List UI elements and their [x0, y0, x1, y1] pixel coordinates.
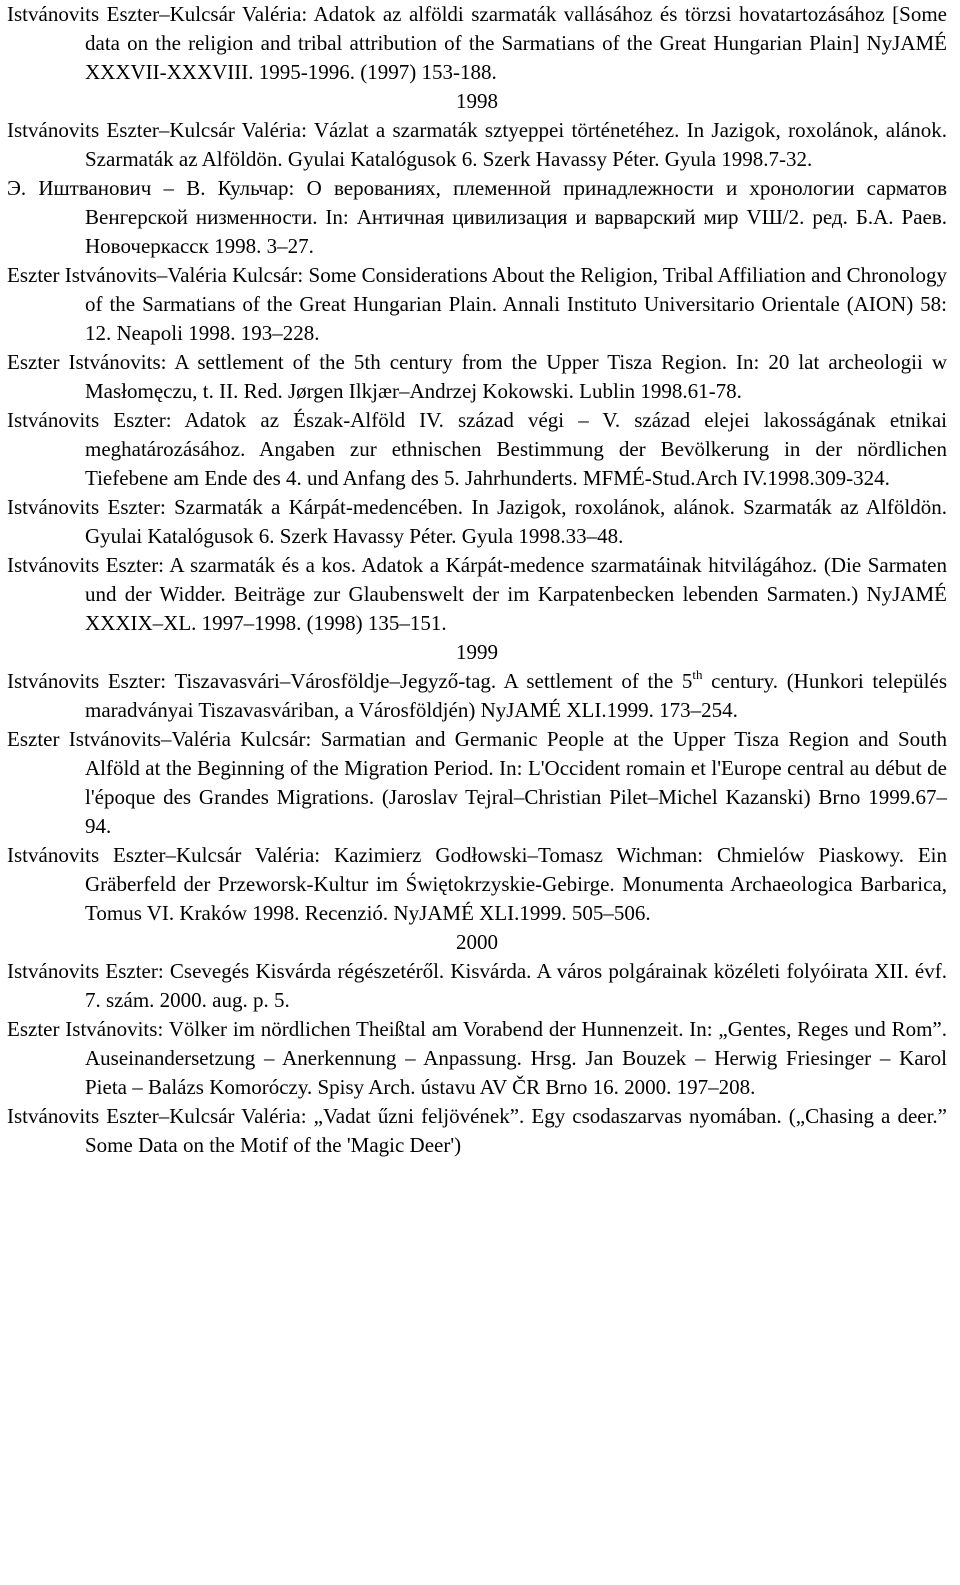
bib-entry-1998-3: Eszter Istvánovits–Valéria Kulcsár: Some Considerations About the Religion, Tribal Affiliation and Chronology of the Sarmatians of the Great Hungarian Plain. Annali Instituto Universitario Orientale (AION) 58: 12. Neapoli 1998. 193–228.	[7, 263, 947, 345]
bibliography-page	[7, 0, 947, 1160]
bib-entry-1998-7: Istvánovits Eszter: A szarmaták és a kos. Adatok a Kárpát-medence szarmatáinak hitvilágához. (Die Sarmaten und der Widder. Beiträge zur Glaubenswelt der im Karpatenbecken lebenden Sarmaten.) NyJAMÉ XXXIX–XL. 1997–1998. (1998) 135–151.	[7, 553, 947, 635]
bib-entry-1998-2: Э. Иштванович – В. Кульчар: О верованиях, племенной принадлежности и хронологии сарматов Венгерской низменности. In: Античная цивилизация и варварский мир VШ/2. ред. Б.А. Раев. Новочеркасск 1998. 3–27.	[7, 176, 947, 258]
year-heading-1999: 1999	[456, 640, 498, 664]
entry-text-part: Istvánovits Eszter: Tiszavasvári–Városföldje–Jegyző-tag. A settlement of the 5	[7, 669, 693, 693]
bib-entry-2000-1: Istvánovits Eszter: Csevegés Kisvárda régészetéről. Kisvárda. A város polgárainak közéleti folyóirata XII. évf. 7. szám. 2000. aug. p. 5.	[7, 959, 947, 1012]
entry-text-part: century. (Hunkori település maradványai Tiszavasváriban, a Városföldjén) NyJAMÉ XLI.1999. 173–254.	[85, 669, 947, 722]
bib-entry-1998-6: Istvánovits Eszter: Szarmaták a Kárpát-medencében. In Jazigok, roxolánok, alánok. Szarmaták az Alföldön. Gyulai Katalógusok 6. Szerk Havassy Péter. Gyula 1998.33–48.	[7, 495, 947, 548]
bib-entry-2000-3: Istvánovits Eszter–Kulcsár Valéria: „Vadat űzni feljövének”. Egy csodaszarvas nyomában. („Chasing a deer.” Some Data on the Motif of the 'Magic Deer')	[7, 1104, 947, 1157]
bib-entry-1998-1: Istvánovits Eszter–Kulcsár Valéria: Vázlat a szarmaták sztyeppei történetéhez. In Jazigok, roxolánok, alánok. Szarmaták az Alföldön. Gyulai Katalógusok 6. Szerk Havassy Péter. Gyula 1998.7-32.	[7, 118, 947, 171]
bib-entry-1998-5: Istvánovits Eszter: Adatok az Észak-Alföld IV. század végi – V. század elejei lakosságának etnikai meghatározásához. Angaben zur ethnischen Bestimmung der Bevölkerung in der nördlichen Tiefebene am Ende des 4. und Anfang des 5. Jahrhunderts. MFMÉ-Stud.Arch IV.1998.309-324.	[7, 408, 947, 490]
bib-entry-1999-2: Eszter Istvánovits–Valéria Kulcsár: Sarmatian and Germanic People at the Upper Tisza Region and South Alföld at the Beginning of the Migration Period. In: L'Occident romain et l'Europe central au début de l'époque des Grandes Migrations. (Jaroslav Tejral–Christian Pilet–Michel Kazanski) Brno 1999.67–94.	[7, 727, 947, 838]
bib-entry-1995-1: Istvánovits Eszter–Kulcsár Valéria: Adatok az alföldi szarmaták vallásához és törzsi hovatartozásához [Some data on the religion and tribal attribution of the Sarmatians of the Great Hungarian Plain] NyJAMÉ XXXVII-XXXVIII. 1995-1996. (1997) 153-188.	[7, 2, 947, 84]
year-heading-2000: 2000	[456, 930, 498, 954]
bib-entry-1999-1	[7, 667, 947, 725]
bib-entry-1998-4: Eszter Istvánovits: A settlement of the 5th century from the Upper Tisza Region. In: 20 lat archeologii w Masłomęczu, t. II. Red. Jørgen Ilkjær–Andrzej Kokowski. Lublin 1998.61-78.	[7, 350, 947, 403]
year-heading-1998: 1998	[456, 89, 498, 113]
bib-entry-2000-2: Eszter Istvánovits: Völker im nördlichen Theißtal am Vorabend der Hunnenzeit. In: „Gentes, Reges und Rom”. Auseinandersetzung – Anerkennung – Anpassung. Hrsg. Jan Bouzek – Herwig Friesinger – Karol Pieta – Balázs Komoróczy. Spisy Arch. ústavu AV ČR Brno 16. 2000. 197–208.	[7, 1017, 947, 1099]
bib-entry-1999-3: Istvánovits Eszter–Kulcsár Valéria: Kazimierz Godłowski–Tomasz Wichman: Chmielów Piaskowy. Ein Gräberfeld der Przeworsk-Kultur im Świętokrzyskie-Gebirge. Monumenta Archaeologica Barbarica, Tomus VI. Kraków 1998. Recenzió. NyJAMÉ XLI.1999. 505–506.	[7, 843, 947, 925]
superscript-ordinal: th	[692, 667, 703, 682]
